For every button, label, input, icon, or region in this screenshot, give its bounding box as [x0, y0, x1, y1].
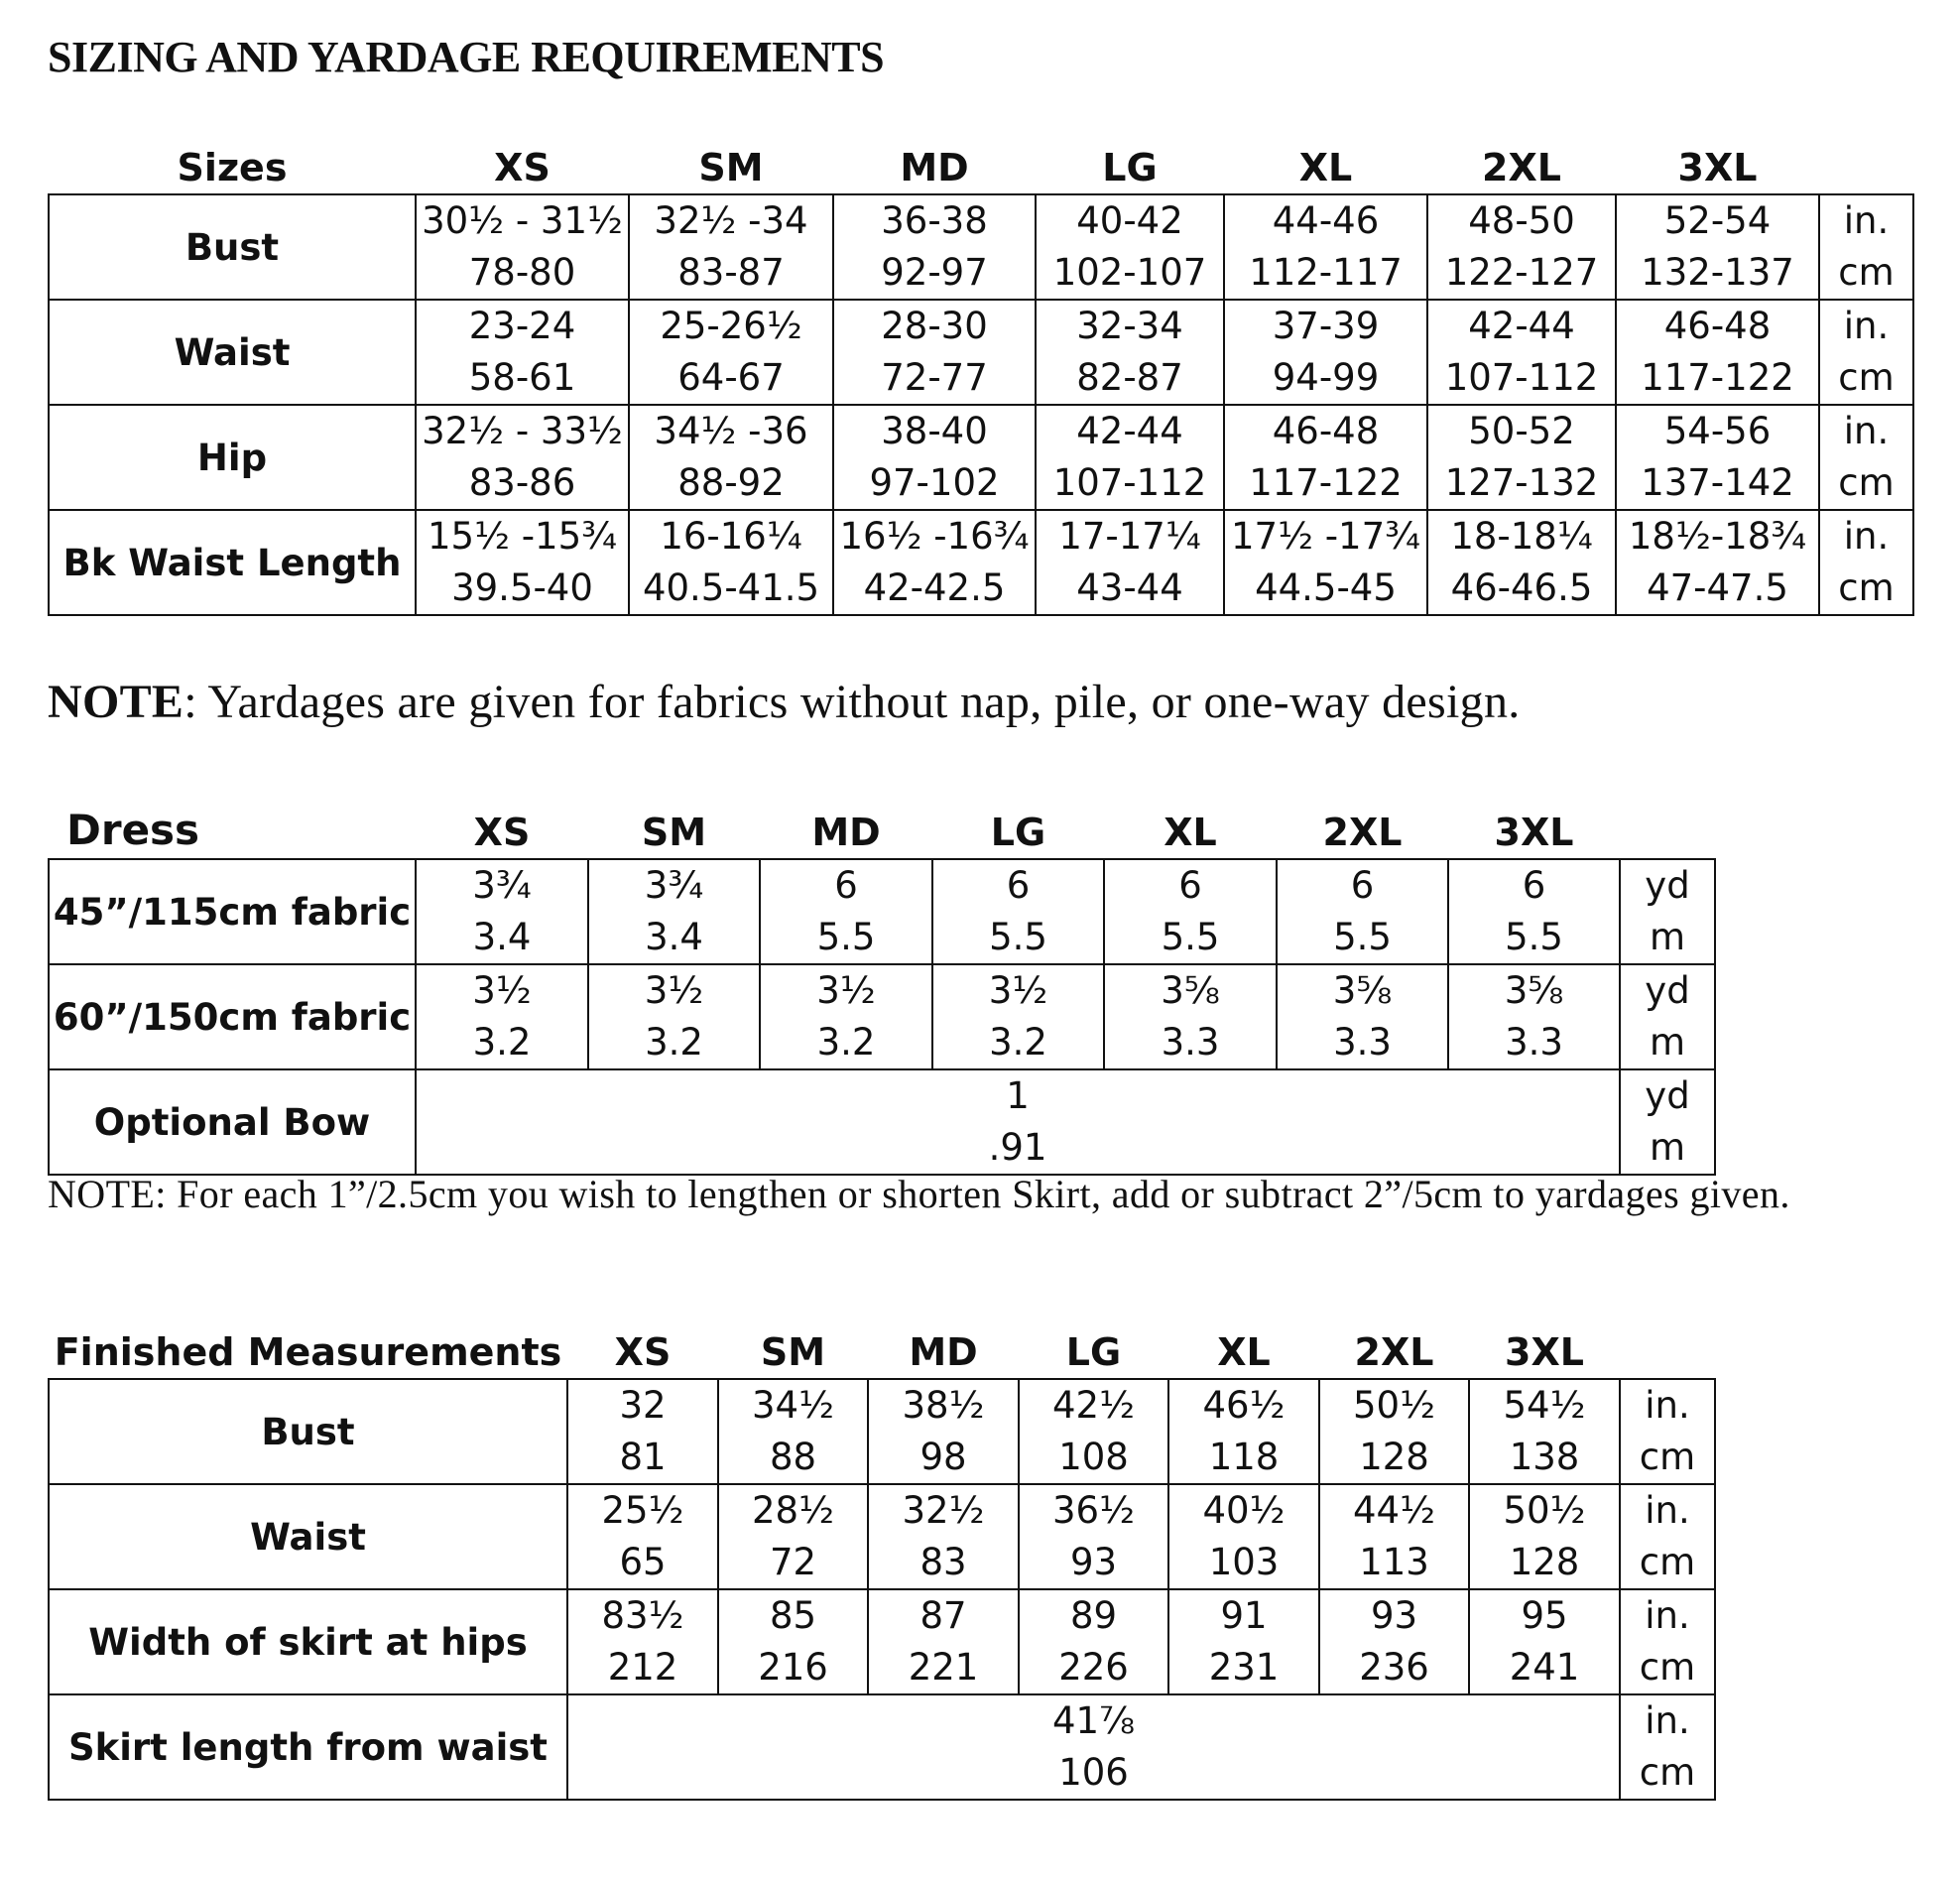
cell-cm: 108: [1058, 1436, 1129, 1478]
cell-m: 3.4: [645, 916, 703, 958]
cell-cm: 97-102: [869, 461, 1000, 504]
table-row: [49, 964, 1715, 1069]
size-3xl: 3XL: [1677, 146, 1758, 189]
bow-yd: 1: [1006, 1074, 1030, 1117]
dress-header-row: [49, 800, 1715, 859]
cell-cm: 132-137: [1641, 251, 1794, 294]
table-row: [49, 300, 1913, 405]
row-label: Hip: [49, 405, 416, 510]
cell-in: 40-42: [1076, 199, 1183, 242]
cell-cm: 83-86: [468, 461, 576, 504]
unit-in: in.: [1645, 1699, 1690, 1742]
unit-cm: cm: [1838, 566, 1895, 609]
note-nap: [48, 675, 1521, 729]
cell-cm: 88: [769, 1436, 817, 1478]
cell-in: 18-18¼: [1450, 515, 1593, 558]
cell-in: 25½: [601, 1489, 684, 1532]
cell-in: 34½ -36: [654, 410, 808, 452]
unit-in: in.: [1645, 1489, 1690, 1532]
table-row: [49, 510, 1913, 615]
size-3xl: 3XL: [1505, 1330, 1584, 1374]
cell-m: 5.5: [1161, 916, 1220, 958]
cell-yd: 3⅝: [1504, 969, 1564, 1012]
cell-cm: 78-80: [468, 251, 576, 294]
cell-cm: 216: [758, 1646, 828, 1689]
cell-cm: 128: [1359, 1436, 1429, 1478]
cell-in: 32½: [902, 1489, 985, 1532]
size-md: MD: [811, 811, 881, 854]
cell-cm: 236: [1359, 1646, 1429, 1689]
cell-cm: 117-122: [1249, 461, 1403, 504]
cell-in: 32-34: [1076, 305, 1183, 347]
cell-yd: 3½: [644, 969, 704, 1012]
unit-yd: yd: [1645, 864, 1690, 907]
cell-in: 54-56: [1663, 410, 1772, 452]
cell-cm: 88-92: [677, 461, 785, 504]
cell-in: 18½-18¾: [1628, 515, 1807, 558]
cell-cm: 103: [1208, 1541, 1280, 1583]
cell-yd: 3½: [472, 969, 532, 1012]
cell-in: 85: [769, 1594, 817, 1637]
cell-cm: 221: [908, 1646, 979, 1689]
size-2xl: 2XL: [1354, 1330, 1434, 1374]
cell-in: 17½ -17¾: [1231, 515, 1420, 558]
unit-header: [1620, 800, 1715, 859]
finished-table: [48, 1323, 1716, 1801]
table-row: [49, 1484, 1715, 1589]
cell-m: 3.3: [1333, 1021, 1392, 1064]
cell-in: 54½: [1503, 1384, 1586, 1427]
cell-in: 36½: [1052, 1489, 1135, 1532]
unit-in: in.: [1645, 1594, 1690, 1637]
table-row: [49, 194, 1913, 300]
cell-yd: 3½: [816, 969, 876, 1012]
cell-cm: 226: [1058, 1646, 1129, 1689]
unit-cm: cm: [1838, 251, 1895, 294]
cell-cm: 83: [919, 1541, 967, 1583]
cell-in: 36-38: [881, 199, 988, 242]
size-lg: LG: [990, 811, 1046, 854]
cell-in: 46-48: [1272, 410, 1380, 452]
size-3xl: 3XL: [1494, 811, 1574, 854]
row-label: Bust: [49, 1379, 567, 1484]
unit-yd: yd: [1645, 969, 1690, 1012]
cell-m: 3.2: [472, 1021, 532, 1064]
cell-cm: 241: [1509, 1646, 1580, 1689]
cell-cm: 212: [607, 1646, 678, 1689]
unit-in: in.: [1843, 515, 1890, 558]
unit-cm: cm: [1838, 461, 1895, 504]
size-sm: SM: [698, 146, 764, 189]
cell-cm: 112-117: [1249, 251, 1403, 294]
cell-cm: 117-122: [1641, 356, 1794, 399]
size-xs: XS: [473, 811, 531, 854]
finished-header: Finished Measurements: [54, 1330, 562, 1374]
cell-in: 16½ -16¾: [839, 515, 1030, 558]
skirt-length-in: 41⅞: [1052, 1699, 1135, 1742]
cell-cm: 122-127: [1444, 251, 1599, 294]
cell-m: 5.5: [816, 916, 876, 958]
cell-in: 38½: [902, 1384, 985, 1427]
cell-in: 52-54: [1663, 199, 1772, 242]
cell-cm: 65: [619, 1541, 667, 1583]
skirt-length-cm: 106: [1058, 1751, 1129, 1794]
cell-cm: 107-112: [1052, 461, 1207, 504]
cell-in: 30½ - 31½: [422, 199, 623, 242]
cell-in: 95: [1521, 1594, 1568, 1637]
row-label: 60”/150cm fabric: [49, 964, 416, 1069]
sizes-header: Sizes: [177, 146, 288, 189]
dress-table: [48, 800, 1716, 1176]
unit-in: in.: [1843, 305, 1890, 347]
cell-in: 28-30: [881, 305, 988, 347]
cell-m: 3.2: [816, 1021, 876, 1064]
sizing-table: [48, 139, 1914, 616]
cell-cm: 113: [1359, 1541, 1429, 1583]
cell-cm: 46-46.5: [1450, 566, 1593, 609]
table-row: [49, 405, 1913, 510]
size-xs: XS: [614, 1330, 672, 1374]
unit-cm: cm: [1639, 1541, 1696, 1583]
table-row: [49, 1589, 1715, 1694]
unit-m: m: [1649, 1126, 1686, 1169]
cell-in: 50-52: [1468, 410, 1575, 452]
cell-in: 44½: [1353, 1489, 1435, 1532]
cell-in: 37-39: [1272, 305, 1380, 347]
unit-header: [1819, 139, 1913, 194]
cell-cm: 42-42.5: [863, 566, 1006, 609]
size-md: MD: [909, 1330, 978, 1374]
cell-yd: 3½: [988, 969, 1048, 1012]
row-label: Bust: [49, 194, 416, 300]
cell-in: 23-24: [468, 305, 576, 347]
unit-cm: cm: [1639, 1751, 1696, 1794]
cell-in: 17-17¼: [1058, 515, 1201, 558]
cell-cm: 81: [619, 1436, 667, 1478]
unit-in: in.: [1645, 1384, 1690, 1427]
cell-cm: 44.5-45: [1255, 566, 1397, 609]
cell-yd: 6: [1522, 864, 1546, 907]
table-row: [49, 1069, 1715, 1175]
unit-header: [1620, 1323, 1715, 1379]
size-sm: SM: [760, 1330, 826, 1374]
row-label: Skirt length from waist: [49, 1694, 567, 1800]
cell-in: 50½: [1353, 1384, 1435, 1427]
size-2xl: 2XL: [1482, 146, 1561, 189]
cell-m: 5.5: [1505, 916, 1563, 958]
cell-in: 89: [1069, 1594, 1118, 1637]
page-title: SIZING AND YARDAGE REQUIREMENTS: [48, 33, 885, 81]
cell-cm: 128: [1509, 1541, 1580, 1583]
cell-in: 32½ - 33½: [422, 410, 623, 452]
table-row: [49, 1694, 1715, 1800]
cell-m: 5.5: [989, 916, 1047, 958]
cell-cm: 64-67: [677, 356, 785, 399]
cell-in: 42½: [1052, 1384, 1135, 1427]
size-2xl: 2XL: [1322, 811, 1403, 854]
cell-in: 46½: [1202, 1384, 1286, 1427]
note-label: NOTE: [48, 676, 184, 728]
cell-yd: 6: [834, 864, 858, 907]
cell-cm: 83-87: [677, 251, 785, 294]
table-row: [49, 859, 1715, 964]
cell-m: 3.3: [1161, 1021, 1220, 1064]
size-xs: XS: [494, 146, 551, 189]
cell-cm: 43-44: [1076, 566, 1183, 609]
cell-cm: 47-47.5: [1647, 566, 1788, 609]
size-sm: SM: [641, 811, 707, 854]
cell-yd: 3¾: [644, 864, 704, 907]
cell-in: 87: [919, 1594, 967, 1637]
cell-cm: 98: [919, 1436, 967, 1478]
unit-cm: cm: [1639, 1646, 1696, 1689]
cell-cm: 138: [1509, 1436, 1580, 1478]
unit-yd: yd: [1645, 1074, 1690, 1117]
cell-m: 3.3: [1505, 1021, 1563, 1064]
unit-cm: cm: [1639, 1436, 1696, 1478]
cell-in: 28½: [752, 1489, 834, 1532]
table-row: [49, 1379, 1715, 1484]
cell-in: 42-44: [1468, 305, 1575, 347]
cell-in: 34½: [752, 1384, 834, 1427]
row-label: Waist: [49, 1484, 567, 1589]
cell-in: 83½: [601, 1594, 684, 1637]
cell-in: 42-44: [1076, 410, 1183, 452]
cell-in: 15½ -15¾: [428, 515, 617, 558]
cell-cm: 72: [769, 1541, 817, 1583]
size-xl: XL: [1164, 811, 1217, 854]
unit-m: m: [1649, 1021, 1686, 1064]
dress-header: Dress: [66, 806, 200, 854]
cell-in: 32: [619, 1384, 667, 1427]
cell-cm: 40.5-41.5: [642, 566, 820, 609]
unit-cm: cm: [1838, 356, 1895, 399]
cell-in: 50½: [1503, 1489, 1586, 1532]
sizing-header-row: [49, 139, 1913, 194]
cell-m: 3.2: [989, 1021, 1047, 1064]
cell-cm: 127-132: [1444, 461, 1599, 504]
size-lg: LG: [1102, 146, 1158, 189]
cell-cm: 93: [1069, 1541, 1118, 1583]
cell-yd: 6: [1006, 864, 1031, 907]
note-lengthen: NOTE: For each 1”/2.5cm you wish to lengthen or shorten Skirt, add or subtract 2”/5cm to yardages given.: [48, 1172, 1790, 1216]
cell-yd: 6: [1350, 864, 1375, 907]
size-xl: XL: [1298, 146, 1353, 189]
cell-m: 3.4: [472, 916, 532, 958]
finished-header-row: [49, 1323, 1715, 1379]
row-label: Width of skirt at hips: [49, 1589, 567, 1694]
cell-in: 46-48: [1663, 305, 1772, 347]
cell-in: 16-16¼: [660, 515, 802, 558]
cell-cm: 39.5-40: [451, 566, 593, 609]
cell-cm: 107-112: [1444, 356, 1599, 399]
row-label: Bk Waist Length: [49, 510, 416, 615]
cell-cm: 82-87: [1076, 356, 1183, 399]
note-text: : Yardages are given for fabrics without nap, pile, or one-way design.: [184, 676, 1521, 728]
cell-in: 48-50: [1468, 199, 1575, 242]
cell-yd: 6: [1178, 864, 1202, 907]
cell-yd: 3¾: [472, 864, 532, 907]
size-lg: LG: [1065, 1330, 1122, 1374]
row-label: Optional Bow: [49, 1069, 416, 1175]
cell-cm: 58-61: [468, 356, 576, 399]
size-md: MD: [900, 146, 969, 189]
row-label: Waist: [49, 300, 416, 405]
cell-cm: 118: [1208, 1436, 1280, 1478]
cell-m: 5.5: [1333, 916, 1392, 958]
cell-in: 32½ -34: [654, 199, 808, 242]
cell-in: 91: [1220, 1594, 1268, 1637]
row-label: 45”/115cm fabric: [49, 859, 416, 964]
cell-in: 93: [1370, 1594, 1418, 1637]
bow-m: .91: [988, 1126, 1047, 1169]
cell-cm: 102-107: [1052, 251, 1207, 294]
cell-cm: 231: [1208, 1646, 1280, 1689]
cell-in: 25-26½: [660, 305, 802, 347]
cell-cm: 92-97: [881, 251, 988, 294]
unit-in: in.: [1843, 410, 1890, 452]
cell-m: 3.2: [645, 1021, 703, 1064]
cell-in: 38-40: [881, 410, 988, 452]
cell-yd: 3⅝: [1161, 969, 1220, 1012]
size-xl: XL: [1217, 1330, 1271, 1374]
cell-cm: 137-142: [1641, 461, 1794, 504]
unit-m: m: [1649, 916, 1686, 958]
cell-in: 40½: [1202, 1489, 1286, 1532]
cell-in: 44-46: [1272, 199, 1380, 242]
cell-yd: 3⅝: [1332, 969, 1393, 1012]
cell-cm: 72-77: [881, 356, 988, 399]
cell-cm: 94-99: [1272, 356, 1380, 399]
unit-in: in.: [1843, 199, 1890, 242]
